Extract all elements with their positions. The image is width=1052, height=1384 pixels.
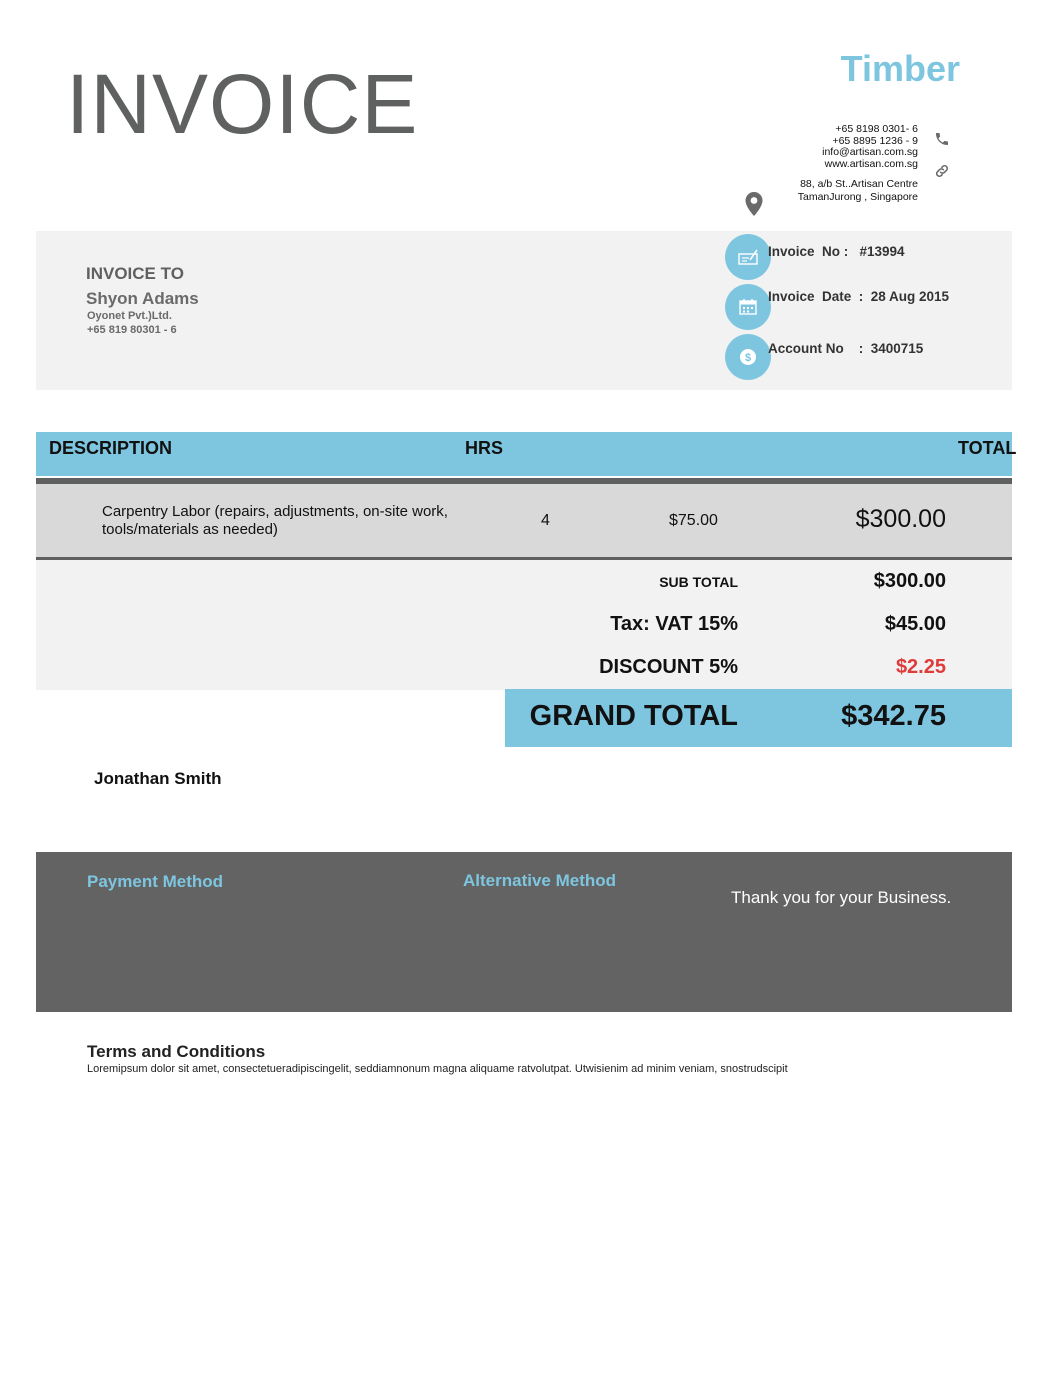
svg-text:$: $ [744, 352, 752, 364]
discount-label: DISCOUNT 5% [599, 656, 738, 678]
column-header-hrs: HRS [465, 438, 504, 458]
email[interactable]: info@artisan.com.sg [822, 146, 918, 158]
invoice-date: Invoice Date : 28 Aug 2015 [768, 289, 950, 304]
website[interactable]: www.artisan.com.sg [824, 157, 918, 170]
table-header [36, 432, 1012, 476]
tax-label: Tax: VAT 15% [610, 613, 738, 635]
address-block [798, 178, 918, 203]
thank-you-note: Thank you for your Business. [731, 888, 952, 907]
grand-total-value: $342.75 [841, 700, 946, 732]
calendar-icon-badge [725, 284, 771, 330]
phone-2: +65 8895 1236 - 9 [832, 134, 918, 147]
signer-name: Jonathan Smith [94, 769, 222, 788]
subtotal-label: SUB TOTAL [659, 574, 738, 590]
row-rate: $75.00 [669, 512, 718, 529]
discount-value: $2.25 [895, 656, 946, 678]
invoice-to-label: INVOICE TO [86, 264, 184, 283]
location-pin-icon [744, 191, 764, 217]
account-number: Account No : 3400715 [768, 341, 924, 356]
phone-icon [934, 131, 950, 147]
subtotal-value: $300.00 [873, 570, 946, 592]
address-line-1: 88, a/b St..Artisan Centre [800, 178, 918, 190]
brand-logo-text: Timber [840, 48, 960, 89]
column-header-total: TOTAL [958, 438, 1017, 458]
client-name: Shyon Adams [86, 289, 199, 308]
link-icon [934, 163, 950, 179]
address-line-2: TamanJurong , Singapore [797, 190, 918, 203]
cheque-icon-badge [725, 234, 771, 280]
grand-total-label: GRAND TOTAL [529, 700, 738, 732]
terms-heading: Terms and Conditions [87, 1042, 266, 1061]
dollar-icon-badge [725, 334, 771, 380]
row-total: $300.00 [855, 505, 946, 533]
tax-value: $45.00 [884, 613, 946, 635]
client-phone: +65 819 80301 - 6 [87, 324, 177, 336]
client-company: Oyonet Pvt.)Ltd. [87, 310, 172, 322]
row-hours: 4 [541, 512, 550, 529]
row-description: Carpentry Labor (repairs, adjustments, on-site work, tools/materials as needed) [102, 503, 448, 538]
column-header-description: DESCRIPTION [49, 438, 173, 458]
calendar-icon [738, 298, 758, 316]
dollar-icon [739, 348, 757, 366]
payment-method-heading: Payment Method [87, 872, 224, 891]
alternative-method-heading: Alternative Method [463, 871, 617, 890]
cheque-icon [737, 248, 759, 266]
terms-text: Loremipsum dolor sit amet, consectetueradipiscingelit, seddiamnonum magna aliquame ratvolutpat. Utwisienim ad minim veniam, snostrudscipit [87, 1063, 788, 1075]
invoice-title: INVOICE [66, 57, 419, 151]
contact-block [822, 124, 918, 170]
invoice-number: Invoice No : #13994 [768, 244, 905, 259]
phone-1: +65 8198 0301- 6 [835, 123, 918, 135]
